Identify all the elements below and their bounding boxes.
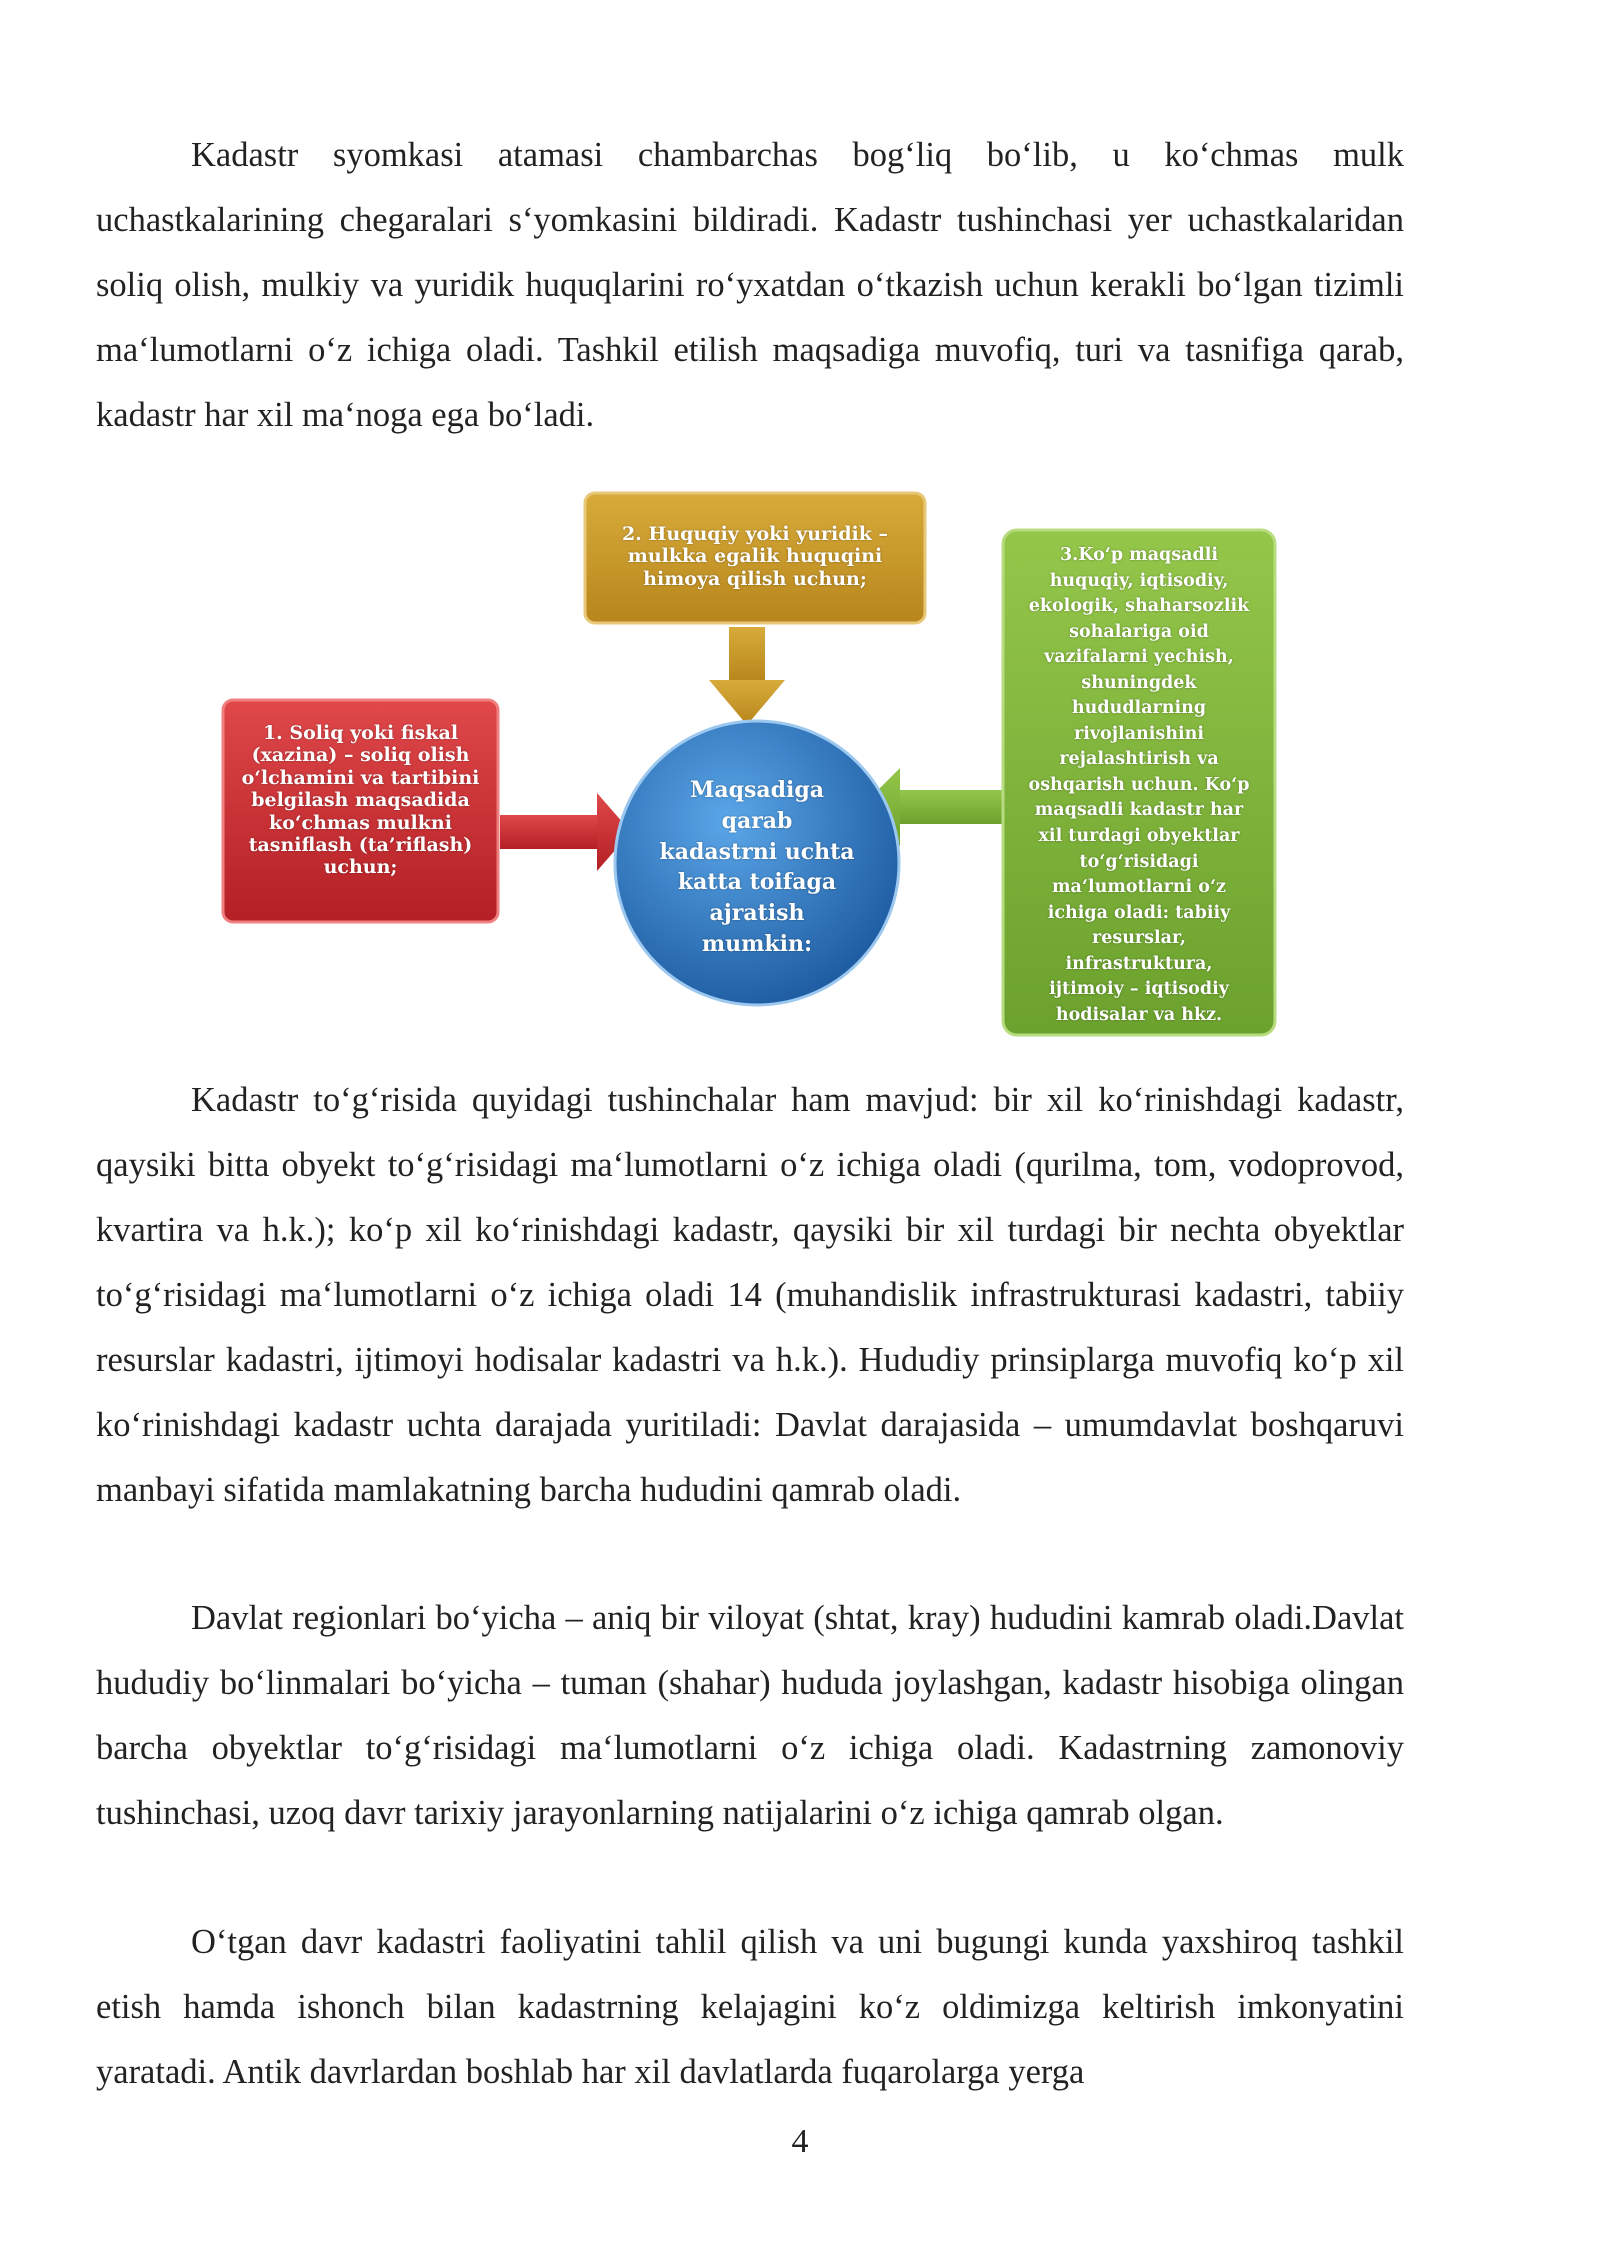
box-multipurpose-line: ijtimoiy – iqtisodiy (1049, 979, 1229, 1000)
box-legal-line: mulkka egalik huquqini (627, 545, 883, 568)
box-fiscal-line: belgilash maqsadida (251, 789, 470, 812)
center-line: mumkin: (701, 930, 813, 957)
box-multipurpose-line: sohalariga oid (1069, 621, 1209, 642)
box-multipurpose-line: hodisalar va hkz. (1055, 1004, 1223, 1025)
paragraph-3: Davlat regionlari bo‘yicha – aniq bir viloyat (shtat, kray) hududini kamrab oladi.Davlat hududiy bo‘linmalari bo‘yicha – tuman (shahar) hududa joylashgan, kadastr hisobiga olingan barcha obyektlar to‘g‘risidagi ma‘lumotlarni o‘z ichiga oladi. Kadastrning zamonoviy tushinchasi, uzoq davr tarixiy jarayonlarning natijalarini o‘z ichiga qamrab olgan. (96, 1599, 1404, 1832)
paragraph-2: Kadastr to‘g‘risida quyidagi tushinchalar ham mavjud: bir xil ko‘rinishdagi kadastr, qaysiki bitta obyekt to‘g‘risidagi ma‘lumotlarni o‘z ichiga oladi (qurilma, tom, vodoprovod, kvartira va h.k.); ko‘p xil ko‘rinishdagi kadastr, qaysiki bir xil turdagi bir nechta obyektlar to‘g‘risidagi ma‘lumotlarni o‘z ichiga oladi 14 (muhandislik infrastrukturasi kadastri, tabiiy resurslar kadastri, ijtimoyi hodisalar kadastri va h.k.). Hududiy prinsiplarga muvofiq ko‘p xil ko‘rinishdagi kadastr uchta darajada yuritiladi: Davlat darajasida – umumdavlat boshqaruvi manbayi sifatida mamlakatning barcha hududini qamrab oladi. (96, 1081, 1404, 1509)
page-number: 4 (791, 2123, 809, 2160)
box-fiscal-line: (xazina) – soliq olish (251, 744, 470, 767)
box-multipurpose-line: infrastruktura, (1065, 953, 1213, 974)
center-line: Maqsadiga (689, 777, 824, 803)
box-legal-text (585, 523, 925, 590)
box-multipurpose-line: rejalashtirish va (1059, 749, 1219, 770)
center-circle-text (635, 775, 879, 960)
kadastr-categories-diagram (215, 485, 1295, 1050)
box-fiscal-line: o‘lchamini va tartibini (241, 766, 480, 789)
box-multipurpose-line: ichiga oladi: tabiiy (1047, 902, 1231, 923)
box-fiscal-line: tasniflash (ta’riflash) (248, 834, 473, 857)
box-multipurpose-text (1003, 543, 1275, 1028)
center-line: ajratish (709, 900, 805, 927)
box-multipurpose-line: oshqarish uchun. Ko‘p (1028, 774, 1250, 795)
box-legal-line: himoya qilish uchun; (643, 567, 867, 590)
box-multipurpose-line: ekologik, shaharsozlik (1028, 596, 1250, 617)
box-fiscal-text (223, 722, 498, 879)
box-multipurpose-line: ma‘lumotlarni o‘z (1052, 877, 1226, 898)
arrow-right-icon (500, 793, 631, 871)
box-multipurpose-line: to‘g‘risidagi (1079, 851, 1199, 872)
paragraph-1: Kadastr syomkasi atamasi chambarchas bog‘liq bo‘lib, u ko‘chmas mulk uchastkalarining chegaralari s‘yomkasini bildiradi. Kadastr tushinchasi yer uchastkalaridan soliq olish, mulkiy va yuridik huquqlarini ro‘yxatdan o‘tkazish uchun kerakli bo‘lgan tizimli ma‘lumotlarni o‘z ichiga oladi. Tashkil etilish maqsadiga muvofiq, turi va tasnifiga qarab, kadastr har xil ma‘noga ega bo‘ladi. (96, 136, 1404, 434)
box-multipurpose-line: rivojlanishini (1074, 723, 1204, 744)
box-multipurpose-line: resurslar, (1091, 928, 1187, 949)
arrow-down-icon (709, 627, 785, 725)
box-multipurpose-line: maqsadli kadastr har (1034, 800, 1244, 821)
box-multipurpose-line: huquqiy, iqtisodiy, (1049, 570, 1229, 591)
box-fiscal-line: 1. Soliq yoki fiskal (262, 722, 459, 744)
box-multipurpose-line: vazifalarni yechish, (1044, 647, 1234, 668)
box-legal-line: 2. Huquqiy yoki yuridik – (621, 523, 889, 545)
center-line: qarab (721, 807, 793, 834)
paragraph-4: O‘tgan davr kadastri faoliyatini tahlil qilish va uni bugungi kunda yaxshiroq tashkil etish hamda ishonch bilan kadastrning kelajagini ko‘z oldimizga keltirish imkonyatini yaratadi. Antik davrlardan boshlab har xil davlatlarda fuqarolarga yerga (96, 1923, 1404, 2091)
box-multipurpose-line: hududlarning (1071, 698, 1207, 719)
box-multipurpose-line: xil turdagi obyektlar (1038, 826, 1240, 847)
center-line: katta toifaga (677, 869, 837, 896)
center-line: kadastrni uchta (659, 838, 855, 865)
box-fiscal-line: uchun; (323, 856, 398, 879)
box-multipurpose-line: 3.Ko‘p maqsadli (1059, 545, 1218, 565)
box-fiscal-line: ko‘chmas mulkni (269, 811, 452, 834)
box-multipurpose-line: shuningdek (1081, 672, 1197, 693)
